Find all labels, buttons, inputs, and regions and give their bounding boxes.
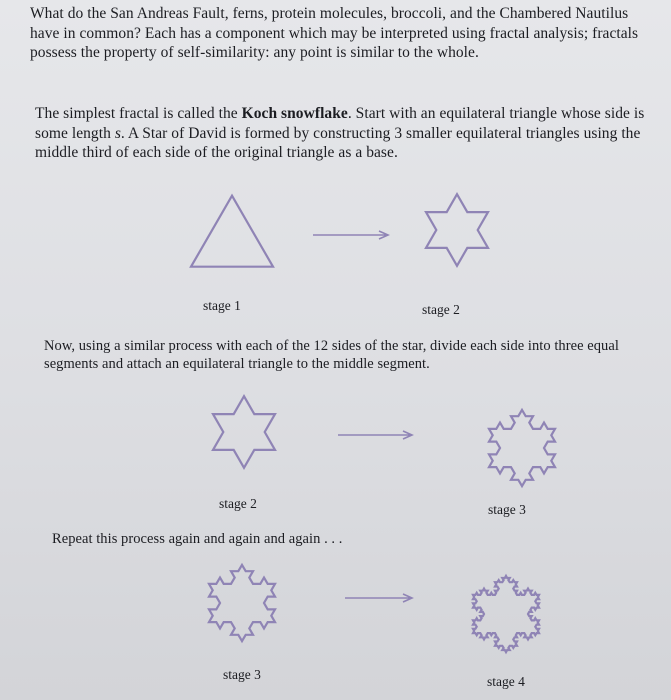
stage-4-snowflake [473, 576, 539, 652]
stage-3-snowflake-bottom [209, 565, 275, 641]
label-stage-3-mid: stage 3 [488, 502, 526, 517]
stage-1-triangle [191, 196, 273, 267]
label-stage-2-top: stage 2 [422, 302, 460, 317]
step2-paragraph: Now, using a similar process with each of the 12 sides of the star, divide each side into three equal segments and attach an equilateral triangle to the middle segment. [44, 338, 619, 372]
koch-text-before: The simplest fractal is called the [35, 105, 242, 122]
stage-2-star-top [426, 194, 488, 266]
arrow-row-1 [313, 231, 388, 239]
koch-term: Koch snowflake [241, 105, 348, 122]
label-stage-2-mid: stage 2 [219, 496, 257, 511]
label-stage-3-bottom: stage 3 [223, 667, 261, 682]
koch-text-b: . A Star of David is formed by constructing 3 smaller equilateral triangles using the middle third of each side of the original triangle as a base. [35, 124, 641, 161]
side-length-variable: s [114, 124, 121, 142]
koch-text-a: . Start with an equilateral triangle whose side is some length [35, 105, 645, 142]
label-stage-4-bottom: stage 4 [487, 674, 525, 689]
arrow-row-3 [345, 594, 412, 602]
arrow-row-2 [338, 431, 412, 439]
stage-2-star-mid [213, 396, 275, 468]
label-stage-1: stage 1 [203, 298, 241, 313]
stage-3-snowflake-mid [489, 410, 555, 486]
intro-paragraph: What do the San Andreas Fault, ferns, protein molecules, broccoli, and the Chambered Nautilus have in common? Each has a component which may be interpreted using fractal analysis; fractals possess the property of self-similarity: any point is similar to the whole. [30, 5, 639, 61]
repeat-paragraph: Repeat this process again and again and again . . . [52, 531, 343, 547]
